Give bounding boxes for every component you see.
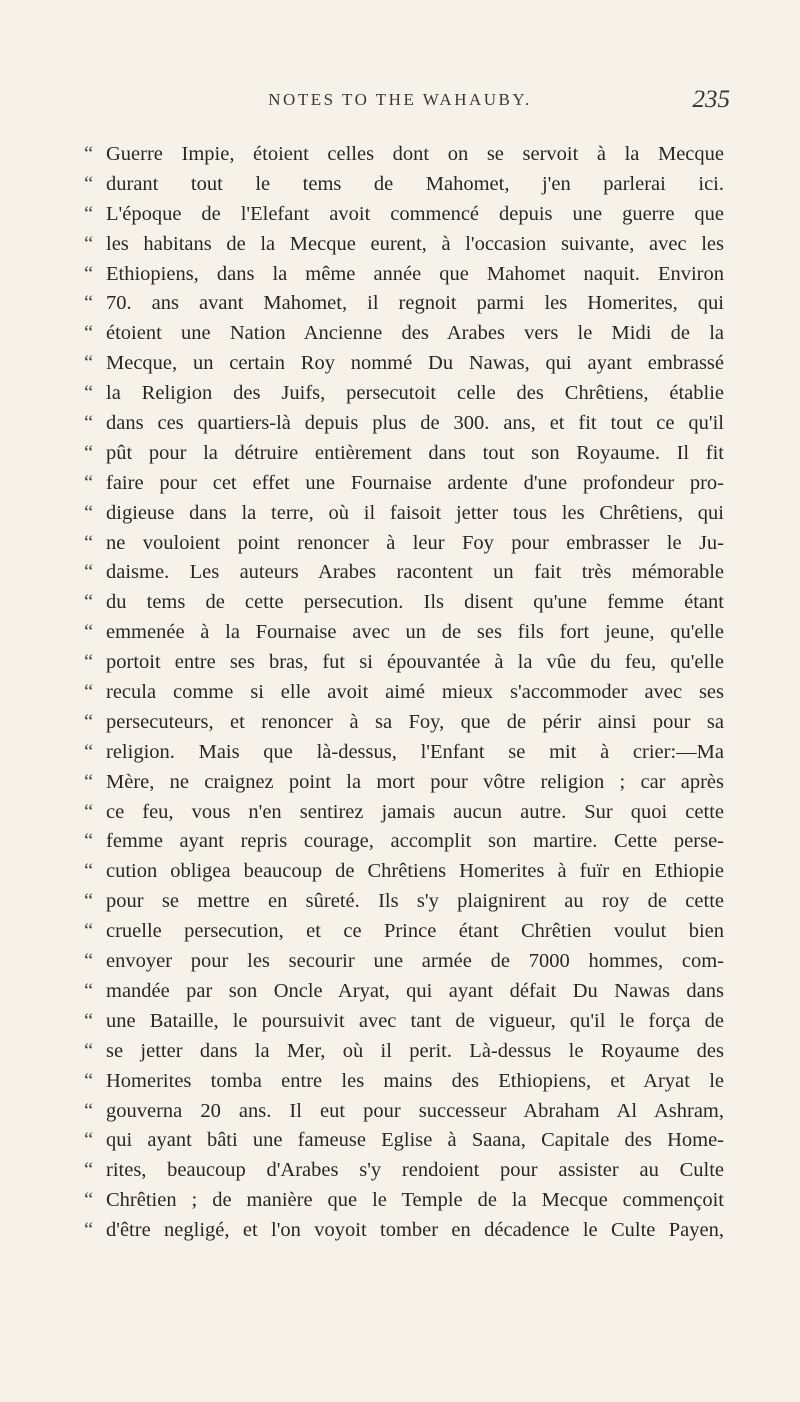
text-line [84,738,724,768]
quote-mark: “ [84,172,94,195]
quote-mark: “ [84,740,94,763]
quote-mark: “ [84,591,94,614]
quote-mark: “ [84,830,94,853]
line-text: la Religion des Juifs, persecutoit celle des Chrêtiens, établie [106,382,724,405]
quote-mark: “ [84,920,94,943]
quote-mark: “ [84,143,94,165]
line-text: durant tout le tems de Mahomet, j'en parlerai ici. [106,172,724,195]
quote-mark: “ [84,651,94,674]
text-line [84,1126,724,1156]
quote-mark: “ [84,770,94,793]
text-line [84,887,724,917]
quote-mark: “ [84,1219,94,1242]
line-text: Chrêtien ; de manière que le Temple de la Mecque commençoit [106,1189,724,1212]
text-line [84,529,724,559]
line-text: cution obligea beaucoup de Chrêtiens Homerites à fuïr en Ethiopie [106,860,724,883]
quote-mark: “ [84,471,94,494]
text-line [84,469,724,499]
running-title: NOTES TO THE WAHAUBY. [268,90,532,109]
text-line [84,409,724,439]
quote-mark: “ [84,441,94,464]
text-line [84,1216,724,1246]
quote-mark: “ [84,202,94,225]
line-text: L'époque de l'Elefant avoit commencé depuis une guerre que [106,202,724,225]
text-line [84,1067,724,1097]
line-text: Mère, ne craignez point la mort pour vôtre religion ; car après [106,770,724,793]
text-line [84,1186,724,1216]
text-line [84,588,724,618]
line-text: du tems de cette persecution. Ils disent qu'une femme étant [106,591,724,614]
text-line [84,439,724,469]
quote-mark: “ [84,860,94,883]
line-text: emmenée à la Fournaise avec un de ses fils fort jeune, qu'elle [106,621,724,644]
quote-mark: “ [84,890,94,913]
quote-mark: “ [84,1099,94,1122]
quote-mark: “ [84,382,94,405]
text-line [84,289,724,319]
line-text: les habitans de la Mecque eurent, à l'occasion suivante, avec les [106,232,724,255]
quote-mark: “ [84,1069,94,1092]
quote-mark: “ [84,292,94,315]
line-text: Homerites tomba entre les mains des Ethiopiens, et Aryat le [106,1069,724,1092]
quote-mark: “ [84,621,94,644]
text-line [84,319,724,349]
line-text: étoient une Nation Ancienne des Arabes vers le Midi de la [106,322,724,345]
text-line [84,230,724,260]
line-text: qui ayant bâti une fameuse Eglise à Saana, Capitale des Home- [106,1129,724,1152]
text-line [84,200,724,230]
text-line [84,260,724,290]
text-line [84,1037,724,1067]
text-line [84,170,724,200]
line-text: portoit entre ses bras, fut si épouvantée à la vûe du feu, qu'elle [106,651,724,674]
quote-mark: “ [84,561,94,584]
text-line [84,1097,724,1127]
line-text: digieuse dans la terre, où il faisoit jetter tous les Chrêtiens, qui [106,501,724,524]
quote-mark: “ [84,950,94,973]
text-line [84,648,724,678]
line-text: femme ayant repris courage, accomplit son martire. Cette perse- [106,830,724,853]
text-line [84,678,724,708]
line-text: gouverna 20 ans. Il eut pour successeur Abraham Al Ashram, [106,1099,724,1122]
line-text: rites, beaucoup d'Arabes s'y rendoient pour assister au Culte [106,1159,724,1182]
quote-mark: “ [84,531,94,554]
line-text: cruelle persecution, et ce Prince étant Chrêtien voulut bien [106,920,724,943]
quote-mark: “ [84,800,94,823]
line-text: ce feu, vous n'en sentirez jamais aucun autre. Sur quoi cette [106,800,724,823]
quote-mark: “ [84,232,94,255]
quote-mark: “ [84,1129,94,1152]
page-header [0,86,800,120]
quote-mark: “ [84,1009,94,1032]
quote-mark: “ [84,681,94,704]
quote-mark: “ [84,979,94,1002]
line-text: ne vouloient point renoncer à leur Foy pour embrasser le Ju- [106,531,724,554]
line-text: recula comme si elle avoit aimé mieux s'accommoder avec ses [106,681,724,704]
text-line [84,917,724,947]
text-line [84,1156,724,1186]
text-line [84,379,724,409]
line-text: d'être negligé, et l'on voyoit tomber en décadence le Culte Payen, [106,1219,724,1242]
line-text: dans ces quartiers-là depuis plus de 300. ans, et fit tout ce qu'il [106,412,724,435]
line-text: pour se mettre en sûreté. Ils s'y plaignirent au roy de cette [106,890,724,913]
quote-mark: “ [84,322,94,345]
line-text: religion. Mais que là-dessus, l'Enfant se mit à crier:—Ma [106,740,724,763]
line-text: 70. ans avant Mahomet, il regnoit parmi les Homerites, qui [106,292,724,315]
line-text: envoyer pour les secourir une armée de 7000 hommes, com- [106,950,724,973]
quote-mark: “ [84,710,94,733]
text-line [84,708,724,738]
text-line [84,947,724,977]
page-number: 235 [692,86,730,113]
text-line [84,977,724,1007]
line-text: persecuteurs, et renoncer à sa Foy, que de périr ainsi pour sa [106,710,724,733]
text-line [84,827,724,857]
quote-mark: “ [84,352,94,375]
text-line [84,618,724,648]
quote-mark: “ [84,262,94,285]
text-line [84,558,724,588]
body-text [84,140,724,1246]
text-line [84,1007,724,1037]
line-text: une Bataille, le poursuivit avec tant de vigueur, qu'il le força de [106,1009,724,1032]
text-line [84,140,724,170]
line-text: pût pour la détruire entièrement dans tout son Royaume. Il fit [106,441,724,464]
text-line [84,349,724,379]
line-text: daisme. Les auteurs Arabes racontent un fait très mémorable [106,561,724,584]
line-text: Guerre Impie, étoient celles dont on se servoit à la Mecque [106,143,724,165]
line-text: mandée par son Oncle Aryat, qui ayant défait Du Nawas dans [106,979,724,1002]
text-line [84,768,724,798]
quote-mark: “ [84,1039,94,1062]
quote-mark: “ [84,501,94,524]
quote-mark: “ [84,1189,94,1212]
text-line [84,499,724,529]
text-line [84,857,724,887]
text-line [84,798,724,828]
line-text: Ethiopiens, dans la même année que Mahomet naquit. Environ [106,262,724,285]
line-text: Mecque, un certain Roy nommé Du Nawas, qui ayant embrassé [106,352,724,375]
line-text: se jetter dans la Mer, où il perit. Là-dessus le Royaume des [106,1039,724,1062]
quote-mark: “ [84,412,94,435]
quote-mark: “ [84,1159,94,1182]
line-text: faire pour cet effet une Fournaise ardente d'une profondeur pro- [106,471,724,494]
